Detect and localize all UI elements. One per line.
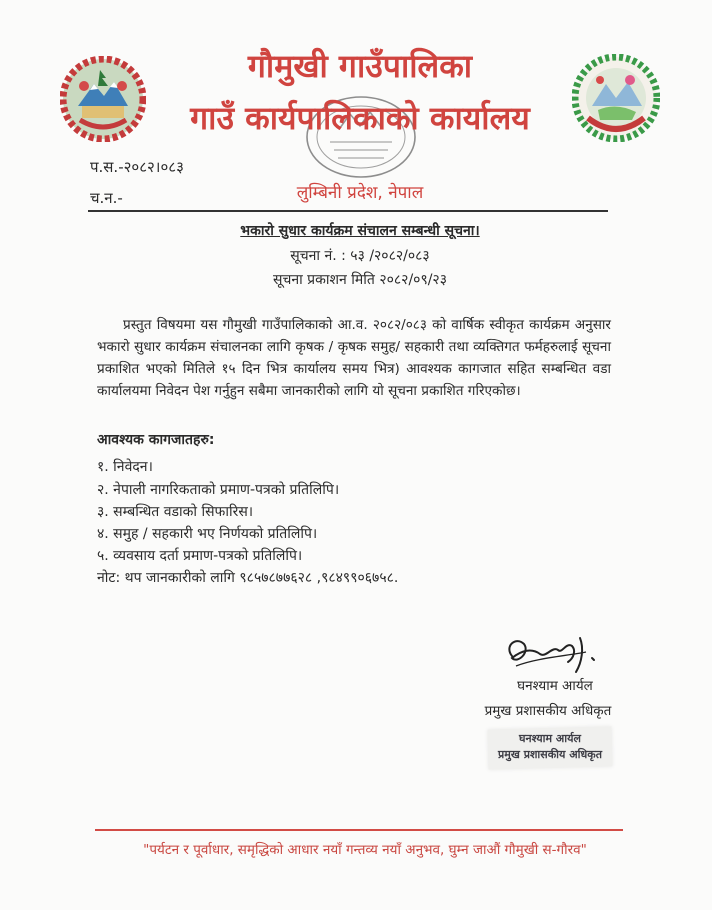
footer-divider: [95, 829, 623, 831]
document-item: १. निवेदन।: [97, 459, 153, 475]
office-name: गाउँ कार्यपालिकाको कार्यालय: [190, 99, 530, 137]
contact-note: नोट: थप जानकारीको लागि ९८५७८७७६२८ ,९८४९९०६७५८.: [97, 570, 399, 586]
document-item: ४. समुह / सहकारी भए निर्णयको प्रतिलिपि।: [97, 526, 318, 542]
province-address: लुम्बिनी प्रदेश, नेपाल: [296, 183, 424, 203]
document-item: २. नेपाली नागरिकताको प्रमाण-पत्रको प्रतिलिपि।: [97, 482, 340, 498]
dispatch-number: च.न.-: [90, 189, 123, 207]
header-divider: [88, 210, 608, 212]
publication-date: सूचना प्रकाशन मिति २०८२/०९/२३: [272, 272, 447, 288]
notice-number: सूचना नं. : ५३ /२०८२/०८३: [290, 248, 430, 264]
signatory-name: घनश्याम आर्यल: [517, 678, 593, 694]
municipality-name: गौमुखी गाउँपालिका: [247, 47, 473, 85]
gaumukhi-municipality-logo: [572, 54, 660, 142]
notice-body: प्रस्तुत विषयमा यस गौमुखी गाउँपालिकाको आ.व. २०८२/०८३ को वार्षिक स्वीकृत कार्यक्रम अनुसार भकारो सुधार कार्यक्रम संचालनका लागि कृषक / कृषक समुह/ सहकारी तथा व्यक्तिगत फर्महरुलाई सूचना प्रकाशित भएको मितिले १५ दिन भित्र कार्यालय समय भित्र) आवश्यक कागजात सहित सम्बन्धित वडा कार्यालयमा निवेदन पेश गर्नुहुन सबैमा जानकारीको लागि यो सूचना प्रकाशित गरिएकोछ।: [97, 317, 611, 399]
stamp-name: घनश्याम आर्यल: [519, 732, 581, 745]
nepal-emblem-logo: [60, 56, 146, 142]
notice-subject: भकारो सुधार कार्यक्रम संचालन सम्बन्धी सूचना।: [240, 223, 480, 239]
signatory-title: प्रमुख प्रशासकीय अधिकृत: [484, 703, 612, 719]
footer-slogan: "पर्यटन र पूर्वाधार, समृद्धिको आधार नयाँ गन्तव्य नयाँ अनुभव, घुम्न जाऔं गौमुखी स-गौरव": [143, 842, 587, 858]
documents-heading: आवश्यक कागजातहरु:: [97, 432, 215, 448]
document-item: ३. सम्बन्धित वडाको सिफारिस।: [97, 504, 254, 520]
handwritten-signature: [496, 628, 616, 678]
reference-number: प.स.-२०८२।०८३: [90, 158, 184, 176]
stamp-title: प्रमुख प्रशासकीय अधिकृत: [498, 748, 602, 761]
document-item: ५. व्यवसाय दर्ता प्रमाण-पत्रको प्रतिलिपि।: [97, 548, 303, 564]
